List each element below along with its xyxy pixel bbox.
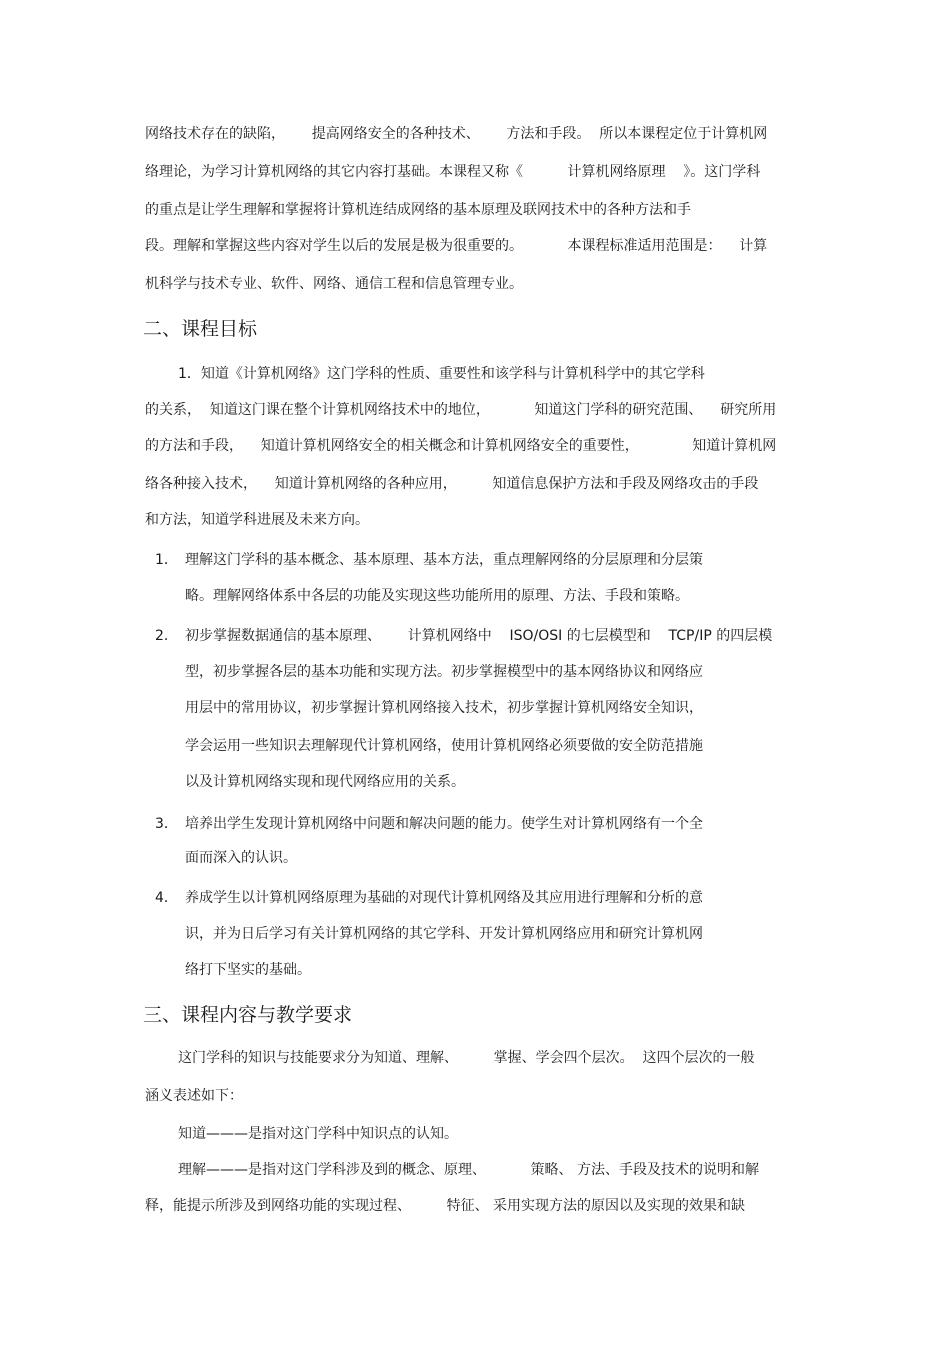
text-line: 1．知道《计算机网络》这门学科的性质、重要性和该学科与计算机科学中的其它学科 [178, 366, 705, 382]
text-line: 养成学生以计算机网络原理为基础的对现代计算机网络及其应用进行理解和分析的意 [185, 890, 703, 906]
text-line: 和方法，知道学科进展及未来方向。 [145, 512, 369, 528]
list-number: 1． [155, 552, 178, 568]
text-line: 络打下坚实的基础。 [185, 962, 311, 978]
text-line: 的重点是让学生理解和掌握将计算机连结成网络的基本原理及联网技术中的各种方法和手 [145, 202, 691, 218]
text-line: 初步掌握数据通信的基本原理、 计算机网络中 ISO/OSI 的七层模型和 TCP/IP 的四层模 [185, 628, 773, 644]
text-line: 面而深入的认识。 [185, 850, 297, 866]
text-line: 学会运用一些知识去理解现代计算机网络，使用计算机网络必须要做的安全防范措施 [185, 738, 703, 754]
text-line: 的关系， 知道这门课在整个计算机网络技术中的地位， 知道这门学科的研究范围、 研究所用 [145, 402, 777, 418]
section-heading-course-objectives: 二、课程目标 [143, 318, 258, 340]
list-number: 3． [155, 816, 178, 832]
text-line: 型，初步掌握各层的基本功能和实现方法。初步掌握模型中的基本网络协议和网络应 [185, 664, 703, 680]
text-line: 以及计算机网络实现和现代网络应用的关系。 [185, 774, 465, 790]
text-line: 理解这门学科的基本概念、基本原理、基本方法，重点理解网络的分层原理和分层策 [185, 552, 703, 568]
text-line: 用层中的常用协议，初步掌握计算机网络接入技术，初步掌握计算机网络安全知识， [185, 700, 703, 716]
list-number: 2． [155, 628, 178, 644]
text-line: 络各种接入技术， 知道计算机网络的各种应用， 知道信息保护方法和手段及网络攻击的手段 [145, 476, 759, 492]
section-heading-course-content: 三、课程内容与教学要求 [143, 1004, 353, 1026]
text-line: 培养出学生发现计算机网络中问题和解决问题的能力。使学生对计算机网络有一个全 [185, 816, 703, 832]
list-number: 4． [155, 890, 178, 906]
text-line: 的方法和手段， 知道计算机网络安全的相关概念和计算机网络安全的重要性， 知道计算机网 [145, 438, 777, 454]
text-line: 络理论，为学习计算机网络的其它内容打基础。本课程又称《 计算机网络原理 》。这门学科 [145, 164, 761, 180]
text-line: 机科学与技术专业、软件、网络、通信工程和信息管理专业。 [145, 276, 523, 292]
text-line: 理解———是指对这门学科涉及到的概念、原理、 策略、 方法、手段及技术的说明和解 [178, 1162, 759, 1178]
text-line: 释，能提示所涉及到网络功能的实现过程、 特征、 采用实现方法的原因以及实现的效果和缺 [145, 1198, 746, 1214]
text-line: 涵义表述如下： [145, 1088, 243, 1104]
text-line: 识，并为日后学习有关计算机网络的其它学科、开发计算机网络应用和研究计算机网 [185, 926, 703, 942]
definition-know: 知道———是指对这门学科中知识点的认知。 [178, 1126, 458, 1142]
text-line: 略。理解网络体系中各层的功能及实现这些功能所用的原理、方法、手段和策略。 [185, 588, 689, 604]
text-line: 网络技术存在的缺陷， 提高网络安全的各种技术、 方法和手段。 所以本课程定位于计算机网 [145, 126, 768, 142]
text-line: 这门学科的知识与技能要求分为知道、理解、 掌握、学会四个层次。 这四个层次的一般 [178, 1050, 755, 1066]
text-line: 段。理解和掌握这些内容对学生以后的发展是极为很重要的。 本课程标准适用范围是： 计算 [145, 238, 768, 254]
